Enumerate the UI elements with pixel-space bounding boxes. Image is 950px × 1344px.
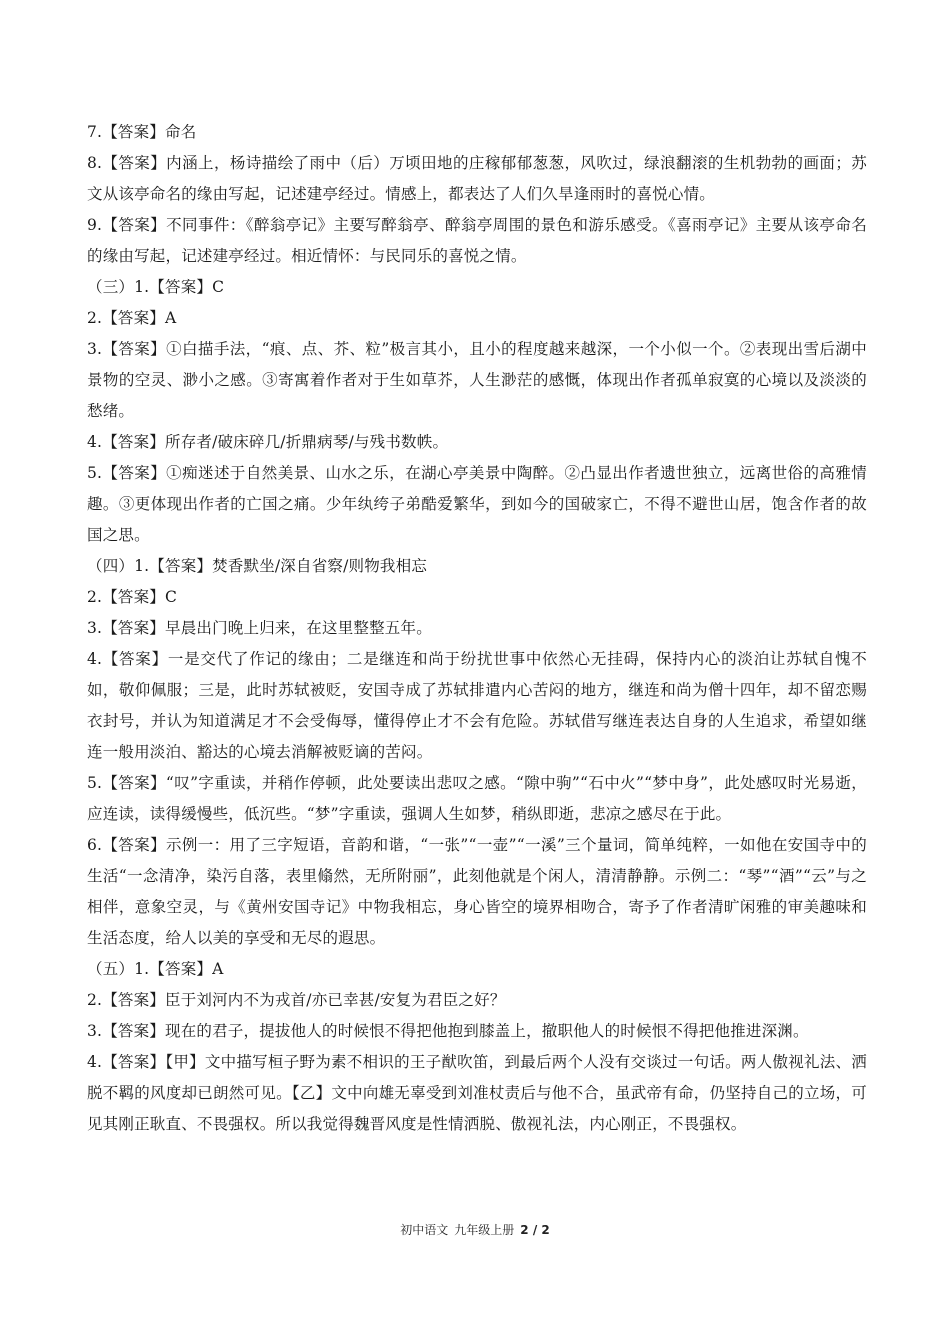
answer-s3-q4: 4.【答案】所存者/破床碎几/折鼎病琴/与残书数帙。 [87, 433, 449, 451]
footer-grade: 九年级上册 [454, 1223, 515, 1237]
footer-subject: 初中语文 [400, 1223, 449, 1237]
answer-s3-q5: 5.【答案】①痴迷述于自然美景、山水之乐，在湖心亭美景中陶醉。②凸显出作者遗世独立，远离世俗的高雅情趣。③更体现出作者的亡国之痛。少年纨绔子弟酷爱繁华，到如今的国破家亡，不得不避世山居，饱含作者的故国之思。 [87, 464, 867, 544]
answer-s4-q5: 5.【答案】“叹”字重读，并稍作停顿，此处要读出悲叹之感。“隙中驹”“石中火”“梦中身”，此处感叹时光易逝，应连读，读得缓慢些，低沉些。“梦”字重读，强调人生如梦，稍纵即逝，悲凉之感尽在于此。 [87, 774, 867, 823]
answer-q7: 7.【答案】命名 [87, 123, 197, 141]
answer-s5-q2: 2.【答案】臣于刘河内不为戎首/亦已幸甚/安复为君臣之好？ [87, 991, 506, 1009]
answer-s4-q3: 3.【答案】早晨出门晚上归来，在这里整整五年。 [87, 619, 432, 637]
answer-s5-q1: （五）1.【答案】A [87, 960, 224, 978]
page-footer [0, 1222, 950, 1238]
answer-s4-q2: 2.【答案】C [87, 588, 178, 606]
answer-s3-q3: 3.【答案】①白描手法，“痕、点、芥、粒”极言其小，且小的程度越来越深，一个小似一个。②表现出雪后湖中景物的空灵、渺小之感。③寄寓着作者对于生如草芥，人生渺茫的感慨，体现出作者孤单寂寞的心境以及淡淡的愁绪。 [87, 340, 867, 420]
answer-s3-q1: （三）1.【答案】C [87, 278, 225, 296]
answer-s4-q6: 6.【答案】示例一：用了三字短语，音韵和谐，“一张”“一壶”“一溪”三个量词，简单纯粹，一如他在安国寺中的生活“一念清净，染污自落，表里翛然，无所附丽”，此刻他就是个闲人，清清静静。示例二：“琴”“酒”“云”与之相伴，意象空灵，与《黄州安国寺记》中物我相忘，身心皆空的境界相吻合，寄予了作者清旷闲雅的审美趣味和生活态度，给人以美的享受和无尽的遐思。 [87, 836, 867, 947]
answer-s5-q4: 4.【答案】【甲】文中描写桓子野为素不相识的王子猷吹笛，到最后两个人没有交谈过一句话。两人傲视礼法、洒脱不羁的风度却已朗然可见。【乙】文中向雄无辜受到刘准杖责后与他不合，虽武帝有命，仍坚持自己的立场，可见其刚正耿直、不畏强权。所以我觉得魏晋风度是性情洒脱、傲视礼法，内心刚正，不畏强权。 [87, 1053, 867, 1133]
page-number: 2 / 2 [520, 1223, 550, 1237]
answer-s4-q1: （四）1.【答案】焚香默坐/深自省察/则物我相忘 [87, 557, 428, 575]
answer-content [87, 117, 867, 1140]
answer-q9: 9.【答案】不同事件：《醉翁亭记》主要写醉翁亭、醉翁亭周围的景色和游乐感受。《喜雨亭记》主要从该亭命名的缘由写起，记述建亭经过。相近情怀：与民同乐的喜悦之情。 [87, 216, 867, 265]
answer-s3-q2: 2.【答案】A [87, 309, 177, 327]
answer-s4-q4: 4.【答案】一是交代了作记的缘由；二是继连和尚于纷扰世事中依然心无挂碍，保持内心的淡泊让苏轼自愧不如，敬仰佩服；三是，此时苏轼被贬，安国寺成了苏轼排遣内心苦闷的地方，继连和尚为僧十四年，却不留恋赐衣封号，并认为知道满足才不会受侮辱，懂得停止才不会有危险。苏轼借写继连表达自身的人生追求，希望如继连一般用淡泊、豁达的心境去消解被贬谪的苦闷。 [87, 650, 867, 761]
answer-s5-q3: 3.【答案】现在的君子，提拔他人的时候恨不得把他抱到膝盖上，撤职他人的时候恨不得把他推进深渊。 [87, 1022, 809, 1040]
answer-q8: 8.【答案】内涵上，杨诗描绘了雨中（后）万顷田地的庄稼郁郁葱葱，风吹过，绿浪翻滚的生机勃勃的画面；苏文从该亭命名的缘由写起，记述建亭经过。情感上，都表达了人们久旱逢雨时的喜悦心情。 [87, 154, 867, 203]
